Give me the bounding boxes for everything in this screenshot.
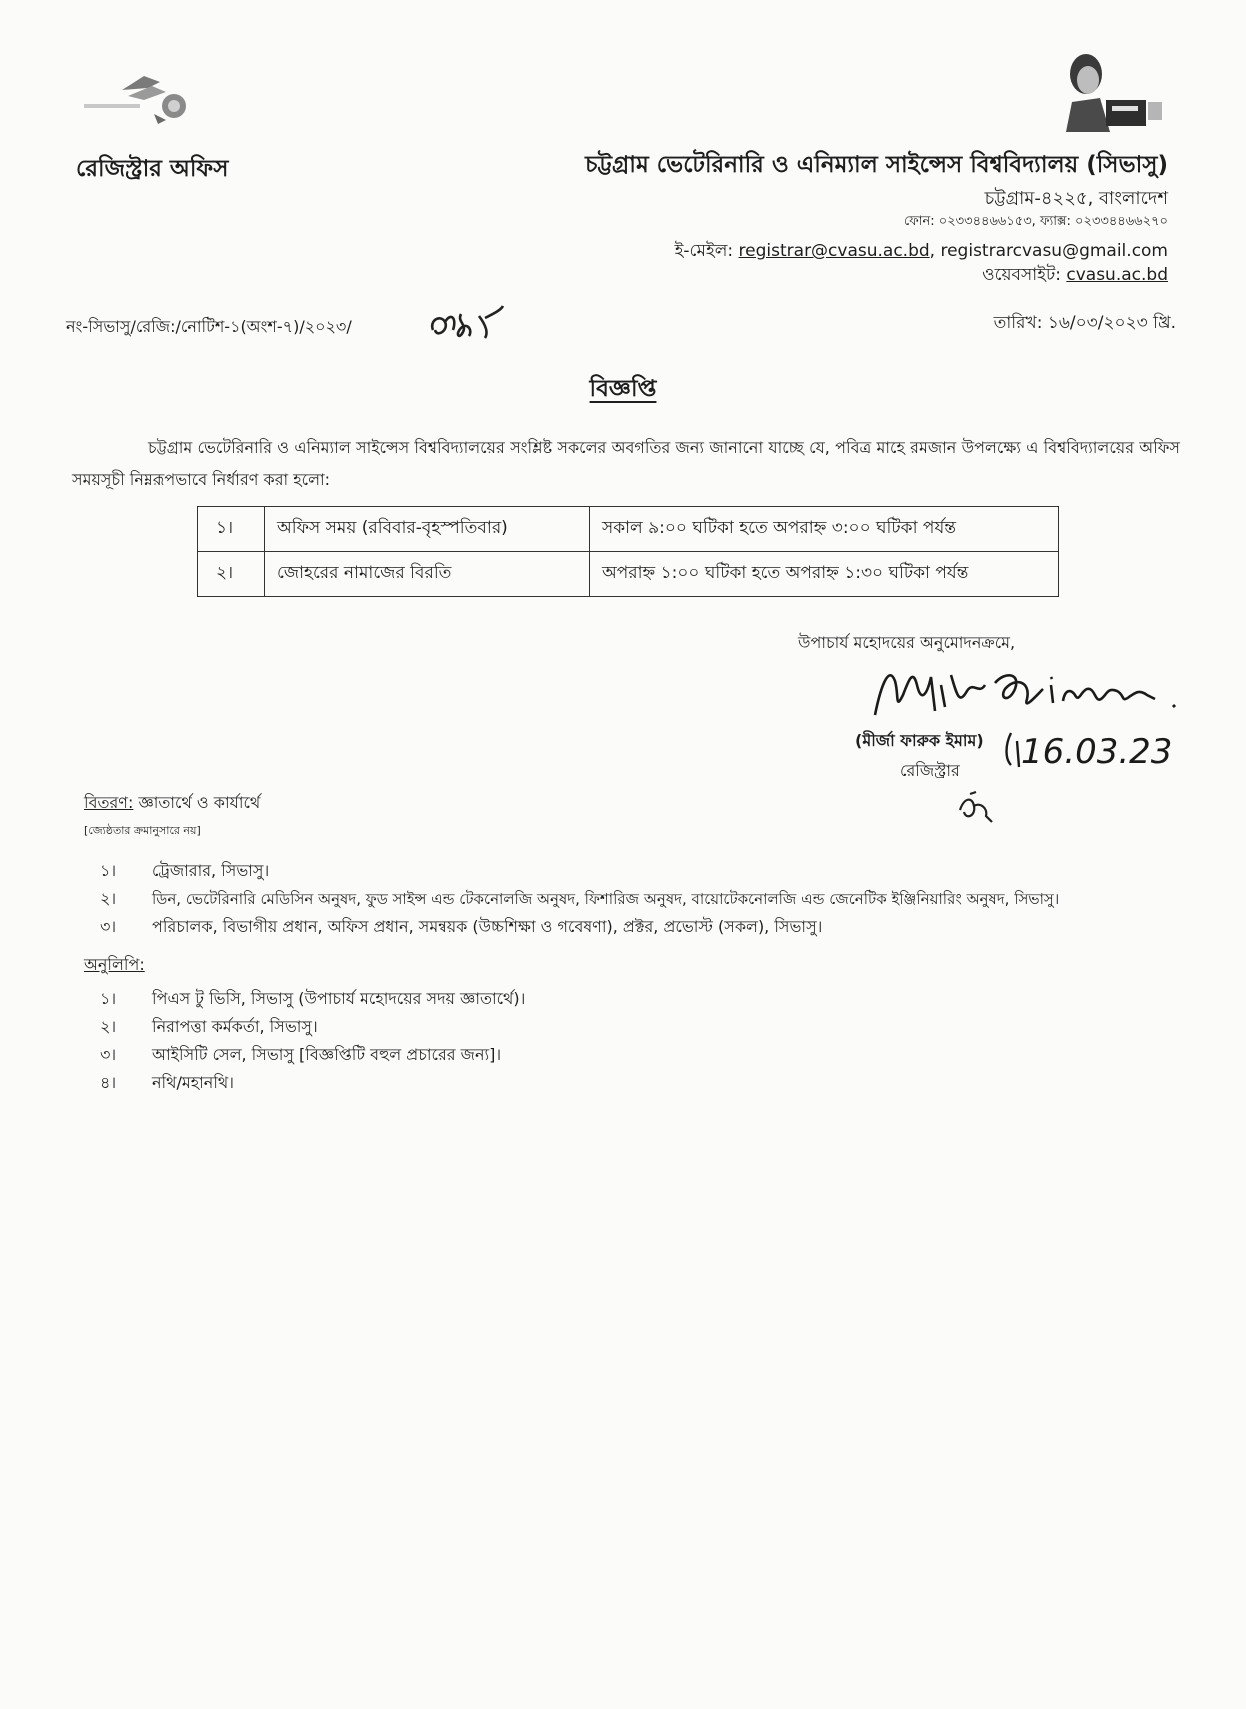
list-number: ১। <box>100 989 117 1008</box>
list-text: নিরাপত্তা কর্মকর্তা, সিভাসু। <box>152 1017 318 1036</box>
list-number: ১। <box>100 861 117 880</box>
list-item <box>100 886 1059 913</box>
list-number: ৩। <box>100 917 117 936</box>
distribution-heading: বিতরণ: <box>84 793 134 812</box>
university-address: চট্টগ্রাম-৪২২৫, বাংলাদেশ <box>984 188 1168 209</box>
list-text: পরিচালক, বিভাগীয় প্রধান, অফিস প্রধান, সমন্বয়ক (উচ্চশিক্ষা ও গবেষণা), প্রক্টর, প্রভোস্ট (সকল), সিভাসু। <box>152 917 823 936</box>
schedule-item: জোহরের নামাজের বিরতি <box>265 552 590 597</box>
university-website <box>982 262 1168 290</box>
list-text: নথি/মহানথি। <box>152 1073 235 1092</box>
website-label: ওয়েবসাইট: <box>982 265 1061 285</box>
secondary-email: , registrarcvasu@gmail.com <box>929 241 1168 261</box>
memo-date: তারিখ: ১৬/০৩/২০২৩ খ্রি. <box>993 313 1176 333</box>
list-text: ডিন, ভেটেরিনারি মেডিসিন অনুষদ, ফুড সাইন্স এন্ড টেকনোলজি অনুষদ, ফিশারিজ অনুষদ, বায়োটেকনোলজি এন্ড জেনেটিক ইঞ্জিনিয়ারিং অনুষদ, সিভাসু। <box>152 890 1060 908</box>
schedule-time: সকাল ৯:০০ ঘটিকা হতে অপরাহ্ন ৩:০০ ঘটিকা পর্যন্ত <box>590 507 1059 552</box>
list-item <box>100 914 822 941</box>
memo-number: নং-সিভাসু/রেজি:/নোটিশ-১(অংশ-৭)/২০২৩/ <box>66 317 352 336</box>
university-phone: ফোন: ০২৩৩৪৪৬৬১৫৩, ফ্যাক্স: ০২৩৩৪৪৬৬২৭০ <box>903 214 1168 229</box>
list-text: আইসিটি সেল, সিভাসু [বিজ্ঞপ্তিটি বহুল প্রচারের জন্য]। <box>152 1045 502 1064</box>
list-text: পিএস টু ভিসি, সিভাসু (উপাচার্য মহোদয়ের সদয় জ্ঞাতার্থে)। <box>152 989 526 1008</box>
initials-mark <box>950 790 1000 826</box>
list-text: ট্রেজারার, সিভাসু। <box>152 861 270 880</box>
university-name: চট্টগ্রাম ভেটেরিনারি ও এনিম্যাল সাইন্সেস বিশ্ববিদ্যালয় (সিভাসু) <box>585 152 1168 178</box>
office-schedule-table <box>197 506 1059 597</box>
signer-name: (মীর্জা ফারুক ইমাম) <box>855 731 984 750</box>
table-row <box>198 507 1059 552</box>
list-item <box>100 1014 318 1041</box>
list-item <box>100 858 269 885</box>
schedule-time: অপরাহ্ন ১:০০ ঘটিকা হতে অপরাহ্ন ১:৩০ ঘটিকা পর্যন্ত <box>590 552 1059 597</box>
university-logo <box>82 68 200 128</box>
notice-title-text: বিজ্ঞপ্তি <box>589 376 657 402</box>
distribution-label <box>84 790 260 817</box>
registrar-email-link[interactable]: registrar@cvasu.ac.bd <box>738 241 930 261</box>
list-number: ৪। <box>100 1073 117 1092</box>
table-row <box>198 552 1059 597</box>
handwritten-memo-number <box>427 300 507 344</box>
list-item <box>100 986 525 1013</box>
schedule-item: অফিস সময় (রবিবার-বৃহস্পতিবার) <box>265 507 590 552</box>
handwritten-signature <box>855 655 1235 775</box>
office-name: রেজিস্ট্রার অফিস <box>76 156 229 182</box>
signer-title: রেজিস্ট্রার <box>900 761 960 780</box>
list-item <box>100 1070 234 1097</box>
website-link[interactable]: cvasu.ac.bd <box>1066 265 1168 285</box>
list-item <box>100 1042 501 1069</box>
copy-label: অনুলিপি: <box>84 955 145 974</box>
distribution-purpose: জ্ঞাতার্থে ও কার্যার্থে <box>133 793 261 812</box>
svg-text:16.03.23: 16.03.23 <box>1021 732 1173 772</box>
approval-line: উপাচার্য মহোদয়ের অনুমোদনক্রমে, <box>798 633 1016 652</box>
mujib-emblem-logo <box>1052 48 1164 132</box>
row-number: ১। <box>198 507 265 552</box>
email-label: ই-মেইল: <box>674 241 734 261</box>
list-number: ২। <box>100 889 117 908</box>
row-number: ২। <box>198 552 265 597</box>
notice-body: চট্টগ্রাম ভেটেরিনারি ও এনিম্যাল সাইন্সেস বিশ্ববিদ্যালয়ের সংশ্লিষ্ট সকলের অবগতির জন্য জানানো যাচ্ছে যে, পবিত্র মাহে রমজান উপলক্ষ্যে এ বিশ্ববিদ্যালয়ের অফিস সময়সূচী নিম্নরূপভাবে নির্ধারণ করা হলো: <box>72 438 1180 489</box>
list-number: ৩। <box>100 1045 117 1064</box>
distribution-note: [জ্যেষ্ঠতার ক্রমানুসারে নয়] <box>84 824 201 837</box>
notice-title <box>0 370 1246 409</box>
list-number: ২। <box>100 1017 117 1036</box>
